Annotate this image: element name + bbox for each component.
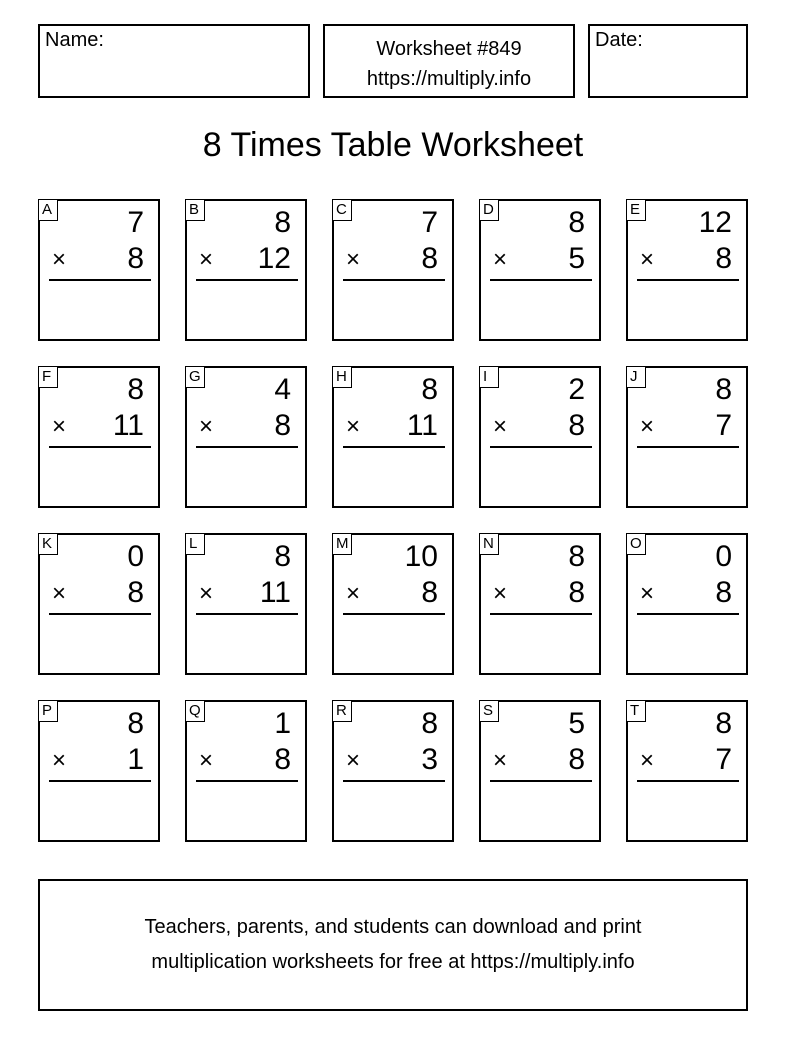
- problem-bottom-number: 11: [112, 409, 144, 442]
- problem-letter: Q: [185, 700, 205, 722]
- answer-line: [196, 446, 298, 448]
- answer-line: [196, 279, 298, 281]
- problem-top-number: 8: [715, 373, 732, 406]
- problem-top-number: 8: [127, 707, 144, 740]
- problem-top-number: 1: [274, 707, 291, 740]
- date-label: Date:: [595, 29, 643, 51]
- problem-card: [626, 700, 748, 842]
- times-sign: ×: [346, 580, 361, 607]
- problem-bottom-number: 8: [274, 743, 291, 776]
- answer-line: [49, 780, 151, 782]
- problem-top-number: 8: [274, 206, 291, 239]
- problem-card: [185, 199, 307, 341]
- problem-letter: O: [626, 533, 646, 555]
- problem-card: [185, 700, 307, 842]
- name-field-box: [38, 24, 310, 98]
- problem-letter: K: [38, 533, 58, 555]
- problem-bottom-number: 8: [715, 242, 732, 275]
- problem-letter: M: [332, 533, 352, 555]
- problem-bottom-number: 8: [127, 242, 144, 275]
- name-label: Name:: [45, 29, 104, 51]
- times-sign: ×: [640, 246, 655, 273]
- problem-bottom-number: 5: [568, 242, 585, 275]
- worksheet-info-box: [323, 24, 575, 98]
- footer-line-1: Teachers, parents, and students can download and print: [144, 916, 642, 938]
- times-sign: ×: [493, 580, 508, 607]
- problem-card: [626, 366, 748, 508]
- problem-letter: L: [185, 533, 205, 555]
- problem-top-number: 8: [568, 540, 585, 573]
- problem-letter: C: [332, 199, 352, 221]
- times-sign: ×: [52, 246, 67, 273]
- problem-letter: R: [332, 700, 352, 722]
- answer-line: [196, 613, 298, 615]
- times-sign: ×: [52, 580, 67, 607]
- problem-bottom-number: 8: [421, 576, 438, 609]
- times-sign: ×: [199, 580, 214, 607]
- problem-letter: D: [479, 199, 499, 221]
- times-sign: ×: [346, 747, 361, 774]
- answer-line: [490, 613, 592, 615]
- times-sign: ×: [52, 747, 67, 774]
- answer-line: [343, 780, 445, 782]
- problem-bottom-number: 1: [127, 743, 144, 776]
- problem-bottom-number: 8: [568, 743, 585, 776]
- times-sign: ×: [199, 246, 214, 273]
- problem-card: [332, 199, 454, 341]
- problem-top-number: 8: [127, 373, 144, 406]
- worksheet-number: Worksheet #849: [376, 38, 522, 60]
- problem-top-number: 0: [127, 540, 144, 573]
- problem-card: [38, 199, 160, 341]
- times-sign: ×: [640, 747, 655, 774]
- problem-top-number: 7: [421, 206, 438, 239]
- problem-bottom-number: 7: [715, 409, 732, 442]
- times-sign: ×: [640, 580, 655, 607]
- problem-card: [332, 700, 454, 842]
- footer-line-2: multiplication worksheets for free at https://multiply.info: [151, 951, 635, 973]
- problem-card: [185, 366, 307, 508]
- problem-top-number: 10: [404, 540, 438, 573]
- problem-card: [479, 700, 601, 842]
- problem-letter: F: [38, 366, 58, 388]
- answer-line: [490, 279, 592, 281]
- problem-card: [332, 533, 454, 675]
- problem-card: [332, 366, 454, 508]
- times-sign: ×: [493, 413, 508, 440]
- problem-card: [479, 366, 601, 508]
- problem-top-number: 8: [421, 707, 438, 740]
- answer-line: [196, 780, 298, 782]
- answer-line: [490, 446, 592, 448]
- answer-line: [343, 279, 445, 281]
- problem-top-number: 8: [715, 707, 732, 740]
- date-field-box: [588, 24, 748, 98]
- page-title: 8 Times Table Worksheet: [202, 126, 584, 164]
- problem-top-number: 12: [698, 206, 732, 239]
- answer-line: [49, 446, 151, 448]
- problem-letter: B: [185, 199, 205, 221]
- problem-card: [38, 700, 160, 842]
- problem-top-number: 5: [568, 707, 585, 740]
- problem-grid: [38, 199, 748, 843]
- problem-bottom-number: 3: [421, 743, 438, 776]
- problem-bottom-number: 8: [274, 409, 291, 442]
- problem-bottom-number: 11: [406, 409, 438, 442]
- answer-line: [490, 780, 592, 782]
- problem-letter: I: [479, 366, 499, 388]
- problem-top-number: 2: [568, 373, 585, 406]
- problem-bottom-number: 12: [257, 242, 291, 275]
- problem-letter: T: [626, 700, 646, 722]
- site-url: https://multiply.info: [366, 68, 532, 90]
- answer-line: [637, 446, 739, 448]
- times-sign: ×: [199, 413, 214, 440]
- answer-line: [637, 780, 739, 782]
- problem-bottom-number: 8: [568, 409, 585, 442]
- problem-top-number: 8: [274, 540, 291, 573]
- problem-top-number: 4: [274, 373, 291, 406]
- times-sign: ×: [346, 246, 361, 273]
- problem-letter: A: [38, 199, 58, 221]
- times-sign: ×: [199, 747, 214, 774]
- answer-line: [49, 613, 151, 615]
- answer-line: [343, 446, 445, 448]
- answer-line: [637, 613, 739, 615]
- problem-letter: E: [626, 199, 646, 221]
- problem-letter: N: [479, 533, 499, 555]
- problem-card: [479, 199, 601, 341]
- problem-top-number: 0: [715, 540, 732, 573]
- problem-bottom-number: 8: [127, 576, 144, 609]
- problem-card: [38, 533, 160, 675]
- problem-top-number: 7: [127, 206, 144, 239]
- problem-card: [479, 533, 601, 675]
- problem-letter: H: [332, 366, 352, 388]
- problem-card: [185, 533, 307, 675]
- answer-line: [343, 613, 445, 615]
- answer-line: [637, 279, 739, 281]
- problem-top-number: 8: [421, 373, 438, 406]
- problem-bottom-number: 11: [259, 576, 291, 609]
- times-sign: ×: [493, 747, 508, 774]
- answer-line: [49, 279, 151, 281]
- problem-card: [626, 199, 748, 341]
- problem-letter: G: [185, 366, 205, 388]
- times-sign: ×: [346, 413, 361, 440]
- problem-bottom-number: 8: [568, 576, 585, 609]
- problem-letter: S: [479, 700, 499, 722]
- problem-bottom-number: 8: [421, 242, 438, 275]
- times-sign: ×: [493, 246, 508, 273]
- problem-top-number: 8: [568, 206, 585, 239]
- footer-note: [38, 879, 748, 1011]
- problem-bottom-number: 8: [715, 576, 732, 609]
- problem-card: [626, 533, 748, 675]
- times-sign: ×: [640, 413, 655, 440]
- problem-card: [38, 366, 160, 508]
- problem-bottom-number: 7: [715, 743, 732, 776]
- problem-letter: J: [626, 366, 646, 388]
- problem-letter: P: [38, 700, 58, 722]
- times-sign: ×: [52, 413, 67, 440]
